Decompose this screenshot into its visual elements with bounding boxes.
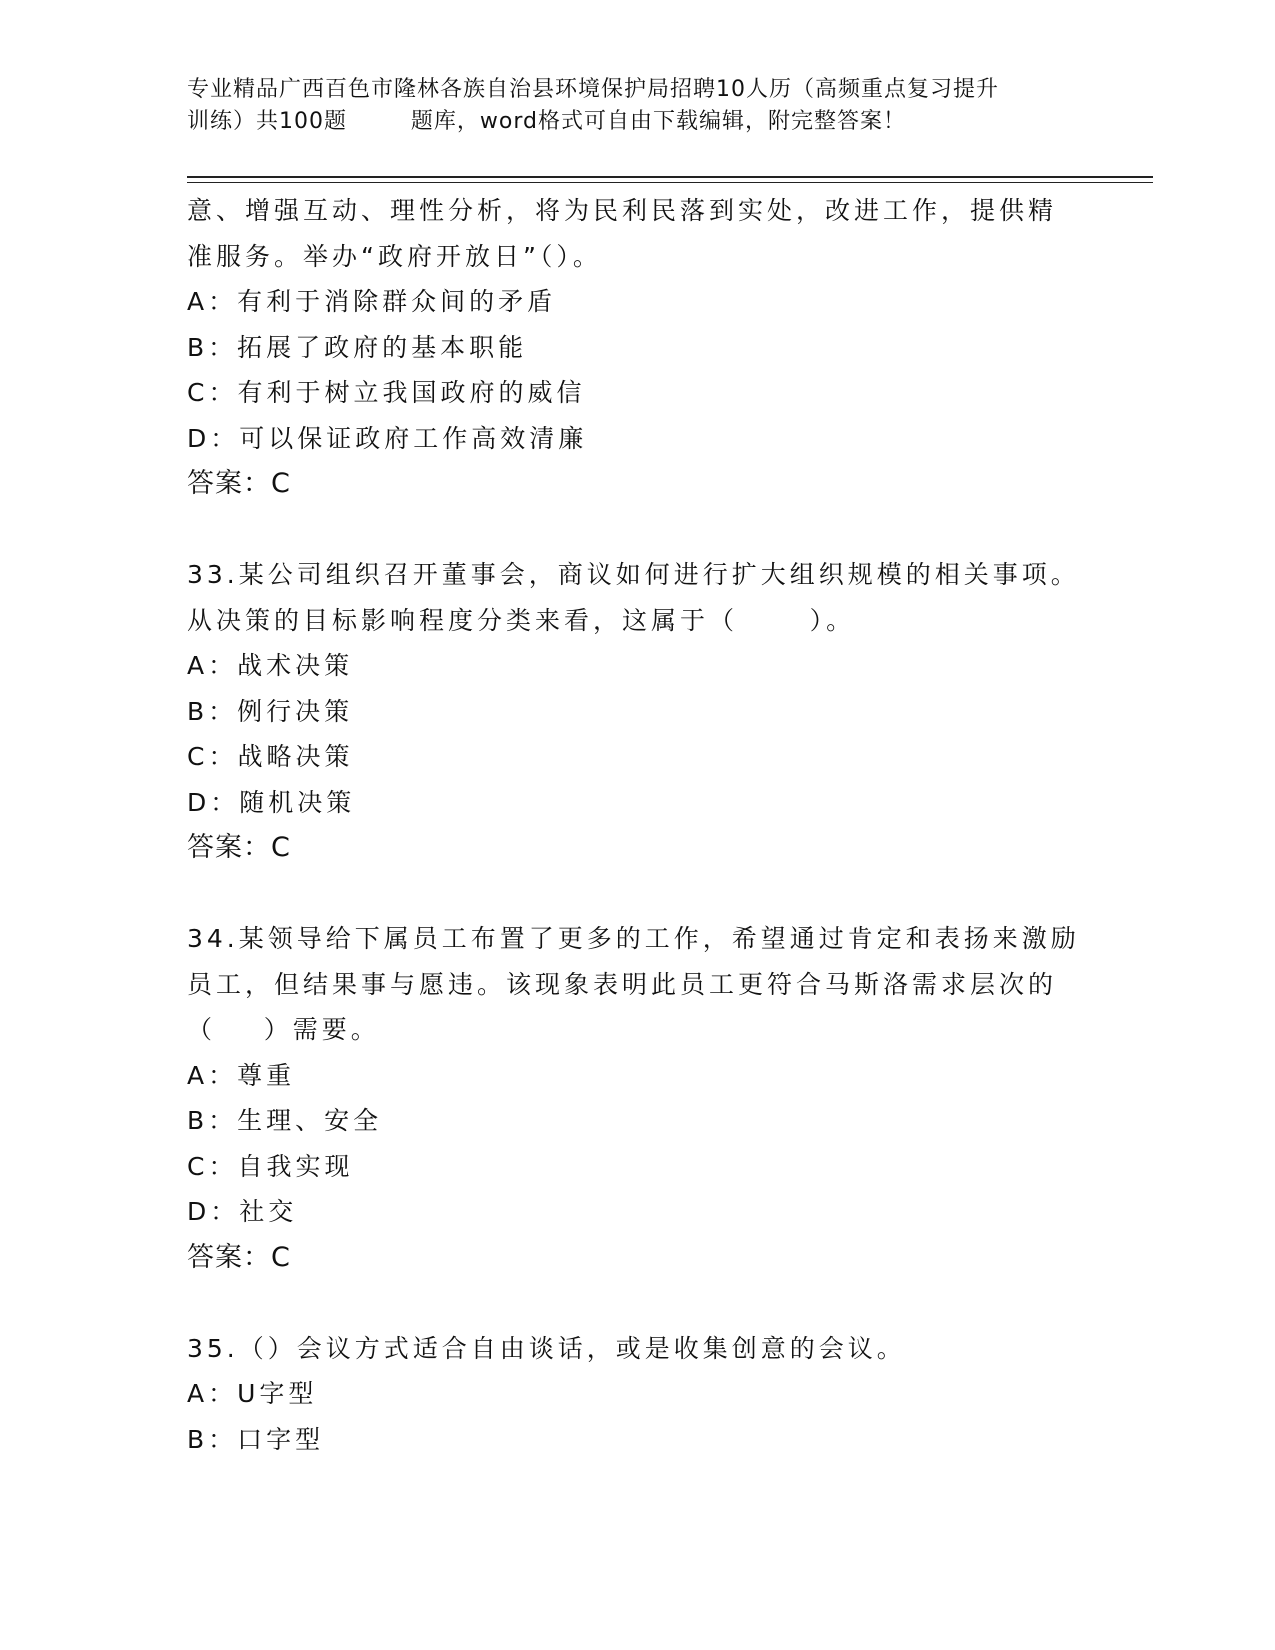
question-32 (187, 188, 1087, 507)
header-title-line-1: 专业精品广西百色市隆林各族自治县环境保护局招聘10人历（高频重点复习提升 (187, 77, 999, 102)
option-b: B：拓展了政府的基本职能 (187, 332, 528, 362)
option-b: B：例行决策 (187, 696, 354, 726)
option-c: C：有利于树立我国政府的威信 (187, 378, 586, 407)
question-text: 员工，但结果事与愿违。该现象表明此员工更符合马斯洛需求层次的 (187, 969, 1058, 999)
spacer (187, 507, 1087, 553)
spacer (187, 871, 1087, 917)
option-c: C：自我实现 (187, 1151, 354, 1181)
question-35 (187, 1326, 1087, 1463)
option-d: D：社交 (187, 1197, 298, 1226)
option-d: D：可以保证政府工作高效清廉 (187, 423, 588, 453)
question-text: 意、增强互动、理性分析，将为民利民落到实处，改进工作，提供精 (187, 196, 1058, 225)
spacer (187, 1280, 1087, 1326)
document-header (187, 74, 1087, 138)
question-text: 准服务。举办“政府开放日”（）。 (187, 241, 602, 271)
option-a: A：有利于消除群众间的矛盾 (187, 287, 557, 316)
question-text: 35.（）会议方式适合自由谈话，或是收集创意的会议。 (187, 1333, 906, 1363)
option-a: A：尊重 (187, 1060, 296, 1090)
question-text: 34.某领导给下属员工布置了更多的工作，希望通过肯定和表扬来激励 (187, 924, 1080, 953)
option-b: B：生理、安全 (187, 1106, 383, 1135)
answer: 答案：C (187, 1241, 291, 1273)
question-list (187, 188, 1087, 1462)
option-a: A：U字型 (187, 1379, 318, 1408)
option-a: A：战术决策 (187, 651, 354, 680)
answer: 答案：C (187, 832, 291, 863)
question-text: （ ）需要。 (187, 1015, 380, 1044)
question-34 (187, 916, 1087, 1280)
header-divider-thick (187, 176, 1153, 178)
question-33 (187, 552, 1087, 871)
question-text: 从决策的目标影响程度分类来看，这属于（ ）。 (187, 605, 856, 635)
question-text: 33.某公司组织召开董事会，商议如何进行扩大组织规模的相关事项。 (187, 560, 1080, 589)
answer: 答案：C (187, 468, 291, 499)
option-d: D：随机决策 (187, 787, 356, 817)
header-divider-thin (187, 182, 1153, 183)
option-b: B：口字型 (187, 1424, 325, 1454)
option-c: C：战略决策 (187, 742, 354, 771)
header-title-line-2: 训练）共100题 题库，word格式可自由下载编辑，附完整答案！ (187, 109, 907, 134)
